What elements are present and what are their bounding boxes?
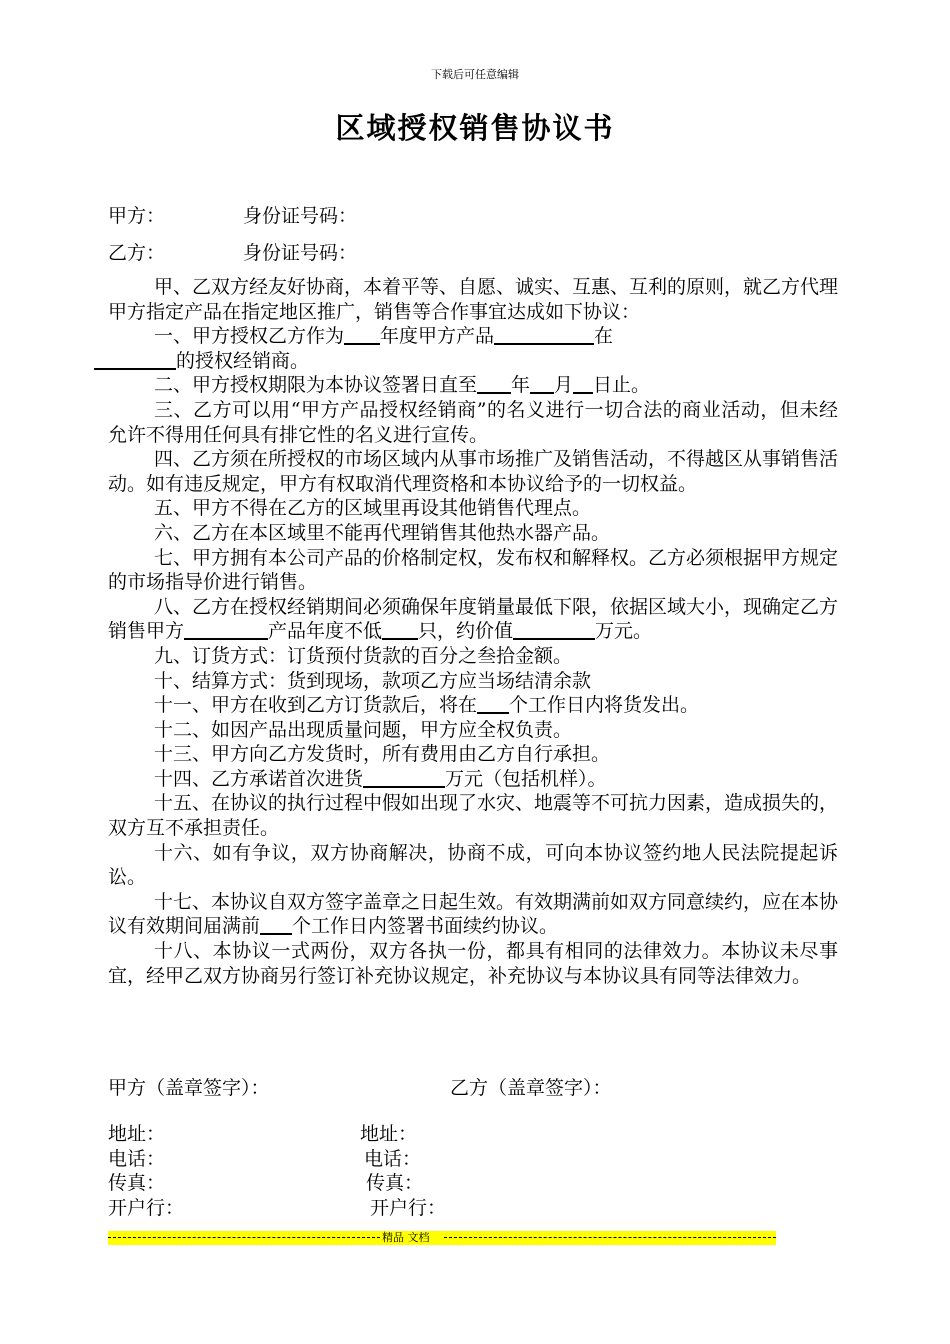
phone-row — [108, 1147, 608, 1172]
party-b-line — [108, 238, 358, 265]
party-a-fax-label: 传真： — [108, 1172, 166, 1194]
party-b-signature-label: 乙方（盖章签字）： — [450, 1077, 612, 1099]
address-row — [108, 1122, 608, 1147]
clause-10: 十、结算方式：货到现场，款项乙方应当场结清余款 — [154, 669, 592, 692]
clause-13: 十三、甲方向乙方发货时，所有费用由乙方自行承担。 — [154, 743, 611, 766]
blank-end-day — [573, 373, 593, 394]
party-a-line — [108, 201, 358, 228]
fax-row — [108, 1171, 608, 1196]
party-b-bank-label: 开户行： — [370, 1196, 447, 1219]
clause-2: 二、甲方授权期限为本协议签署日直至 年 月 日止。 — [154, 374, 651, 397]
intro-paragraph: 甲、乙双方经友好协商，本着平等、自愿、诚实、互惠、互利的原则，就乙方代理甲方指定产品在指定地区推广，销售等合作事宜达成如下协议： — [108, 276, 839, 323]
footer-dash-left — [108, 1237, 380, 1239]
party-a-id-label: 身份证号码： — [243, 205, 358, 227]
blank-end-month — [530, 373, 554, 394]
party-a-signature-label: 甲方（盖章签字）： — [108, 1077, 270, 1099]
clause-1: 一、甲方授权乙方作为 年度甲方产品 在 的授权经销商。 — [108, 324, 838, 373]
blank-quantity — [382, 619, 418, 640]
contact-block — [108, 1122, 608, 1220]
party-b-fax-label: 传真： — [366, 1172, 424, 1194]
blank-ship-days — [477, 693, 509, 714]
blank-year — [344, 324, 380, 345]
document-title: 区域授权销售协议书 — [335, 111, 615, 145]
party-b-id-label: 身份证号码： — [243, 242, 358, 264]
blank-end-year — [477, 373, 511, 394]
clause-16: 十六、如有争议，双方协商解决，协商不成，可向本协议签约地人民法院提起诉讼。 — [108, 841, 838, 889]
blank-product — [494, 324, 594, 345]
clause-18: 十八、本协议一式两份，双方各执一份，都具有相同的法律效力。本协议未尽事宜，经甲乙双方协商另行签订补充协议规定，补充协议与本协议具有同等法律效力。 — [108, 940, 838, 987]
clause-7: 七、甲方拥有本公司产品的价格制定权，发布权和解释权。乙方必须根据甲方规定的市场指导价进行销售。 — [108, 546, 839, 594]
footer-text: 精品 文档 — [382, 1231, 430, 1244]
clause-5: 五、甲方不得在乙方的区域里再设其他销售代理点。 — [154, 497, 592, 520]
header-note: 下载后可任意编辑 — [431, 68, 519, 81]
agreement-body — [108, 275, 838, 988]
blank-value — [513, 619, 595, 640]
clause-12: 十二、如因产品出现质量问题，甲方应全权负责。 — [154, 718, 573, 741]
clause-6: 六、乙方在本区域里不能再代理销售其他热水器产品。 — [154, 521, 611, 544]
clause-3: 三、乙方可以用“甲方产品授权经销商”的名义进行一切合法的商业活动，但未经允许不得用任何具有排它性的名义进行宣传。 — [108, 398, 838, 446]
bank-row — [108, 1196, 608, 1221]
blank-first-order — [363, 767, 445, 788]
party-b-address-label: 地址： — [360, 1123, 418, 1145]
party-b-label: 乙方： — [108, 242, 166, 264]
party-b-phone-label: 电话： — [364, 1147, 422, 1170]
signature-row — [108, 1073, 612, 1100]
party-a-label: 甲方： — [108, 205, 166, 227]
clause-11: 十一、甲方在收到乙方订货款后，将在 个工作日内将货发出。 — [154, 694, 700, 717]
blank-product-name — [184, 619, 268, 640]
party-a-bank-label: 开户行： — [108, 1196, 185, 1219]
footer-dash-right — [444, 1237, 776, 1239]
blank-renewal-days — [260, 914, 292, 935]
clause-4: 四、乙方须在所授权的市场区域内从事市场推广及销售活动，不得越区从事销售活动。如有违反规定，甲方有权取消代理资格和本协议给予的一切权益。 — [108, 448, 839, 495]
clause-9: 九、订货方式：订货预付货款的百分之叁拾金额。 — [154, 644, 573, 667]
clause-17: 十七、本协议自双方签字盖章之日起生效。有效期满前如双方同意续约，应在本协议有效期间届满前 个工作日内签署书面续约协议。 — [108, 890, 839, 938]
blank-region — [94, 349, 176, 370]
clause-8: 八、乙方在授权经销期间必须确保年度销量最低下限，依据区域大小，现确定乙方销售甲方 产品年度不低 只，约价值 万元。 — [108, 595, 839, 643]
clause-15: 十五、在协议的执行过程中假如出现了水灾、地震等不可抗力因素，造成损失的，双方互不承担责任。 — [108, 792, 839, 840]
party-a-phone-label: 电话： — [108, 1147, 166, 1170]
party-a-address-label: 地址： — [108, 1123, 166, 1145]
footer-highlight-bar — [108, 1231, 776, 1245]
clause-14: 十四、乙方承诺首次进货 万元（包括机样）。 — [154, 767, 607, 790]
